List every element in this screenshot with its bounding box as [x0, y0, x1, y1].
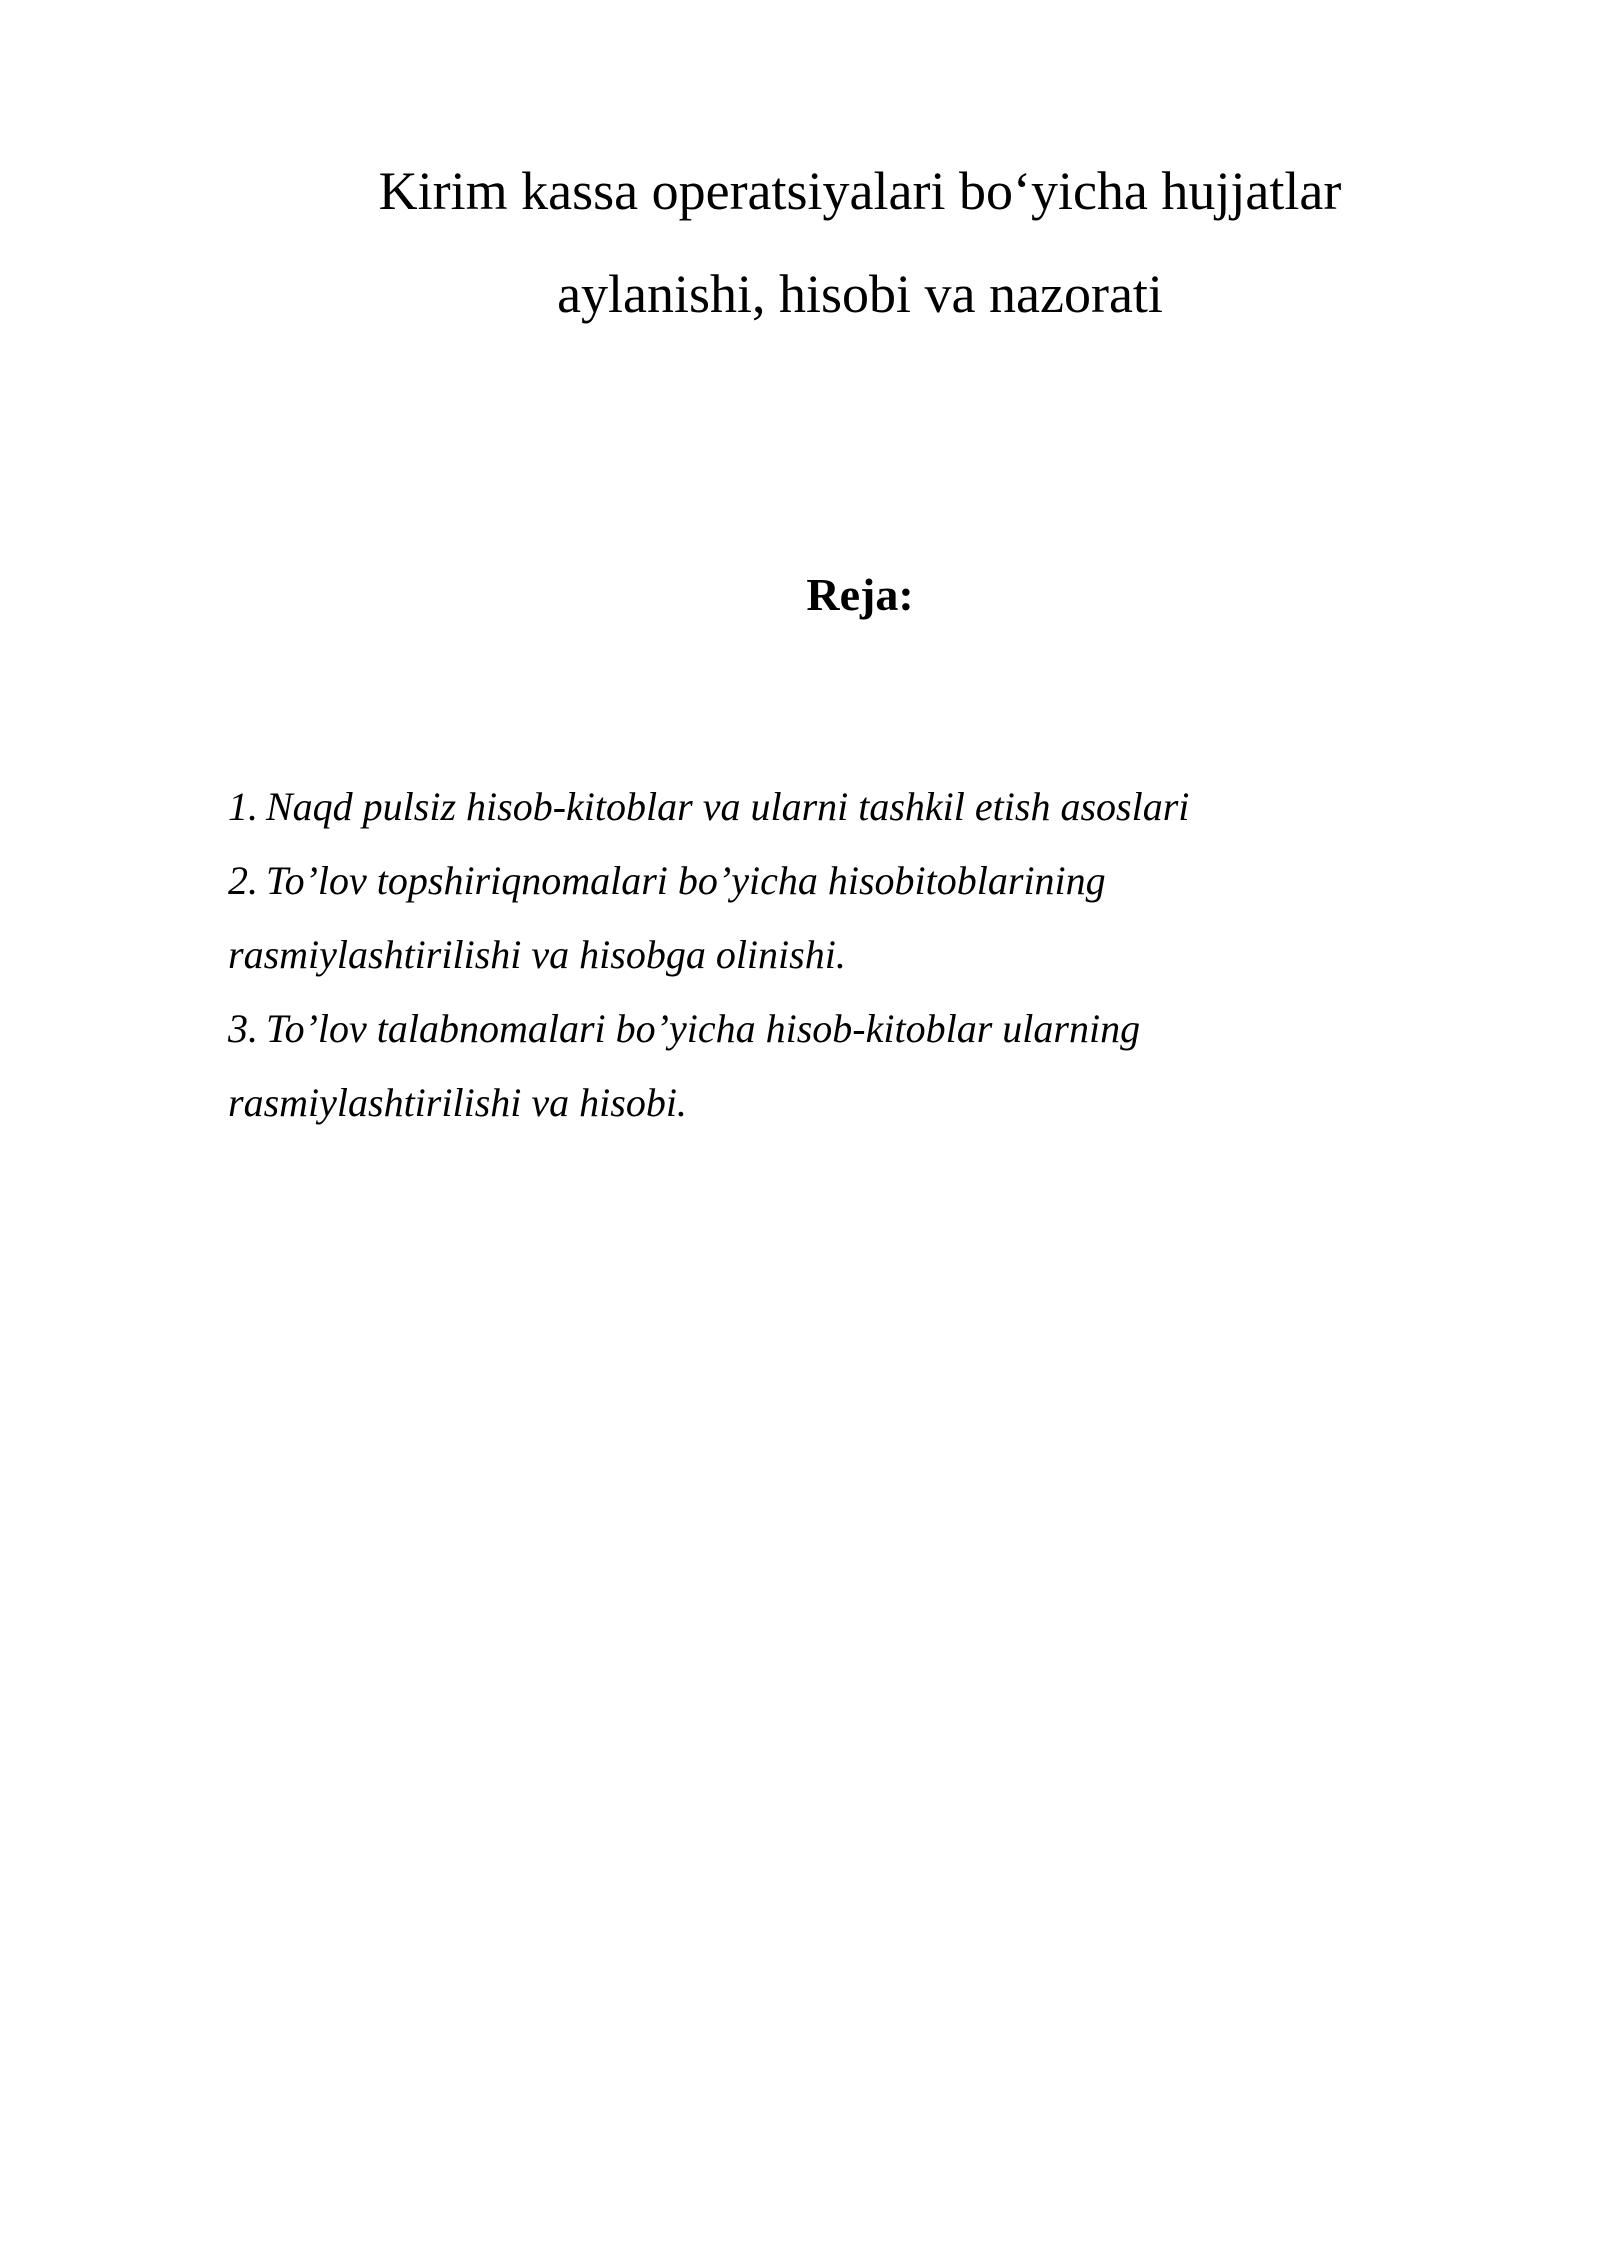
- plan-item-2: [228, 844, 1428, 992]
- plan-item-3: [228, 992, 1428, 1140]
- plan-list: [228, 770, 1428, 1140]
- plan-item-text: To’lov topshiriqnomalari bo’yicha hisobitoblarining: [266, 858, 1106, 903]
- title-line-2: aylanishi, hisobi va nazorati: [557, 264, 1163, 324]
- plan-item-text-continued: rasmiylashtirilishi va hisobga olinishi.: [228, 932, 846, 977]
- plan-item-number: 3.: [228, 1006, 258, 1051]
- document-title: [0, 140, 1600, 346]
- plan-heading: Reja:: [806, 569, 914, 620]
- plan-item-number: 2.: [228, 858, 258, 903]
- plan-item-text: Naqd pulsiz hisob-kitoblar va ularni tashkil etish asoslari: [266, 784, 1190, 829]
- plan-item-number: 1.: [228, 784, 258, 829]
- plan-item-text: To’lov talabnomalari bo’yicha hisob-kitoblar ularning: [266, 1006, 1141, 1051]
- title-line-1: Kirim kassa operatsiyalari bo‘yicha hujjatlar: [378, 161, 1342, 221]
- plan-item-text-continued: rasmiylashtirilishi va hisobi.: [228, 1080, 687, 1125]
- plan-item-1: [228, 770, 1428, 844]
